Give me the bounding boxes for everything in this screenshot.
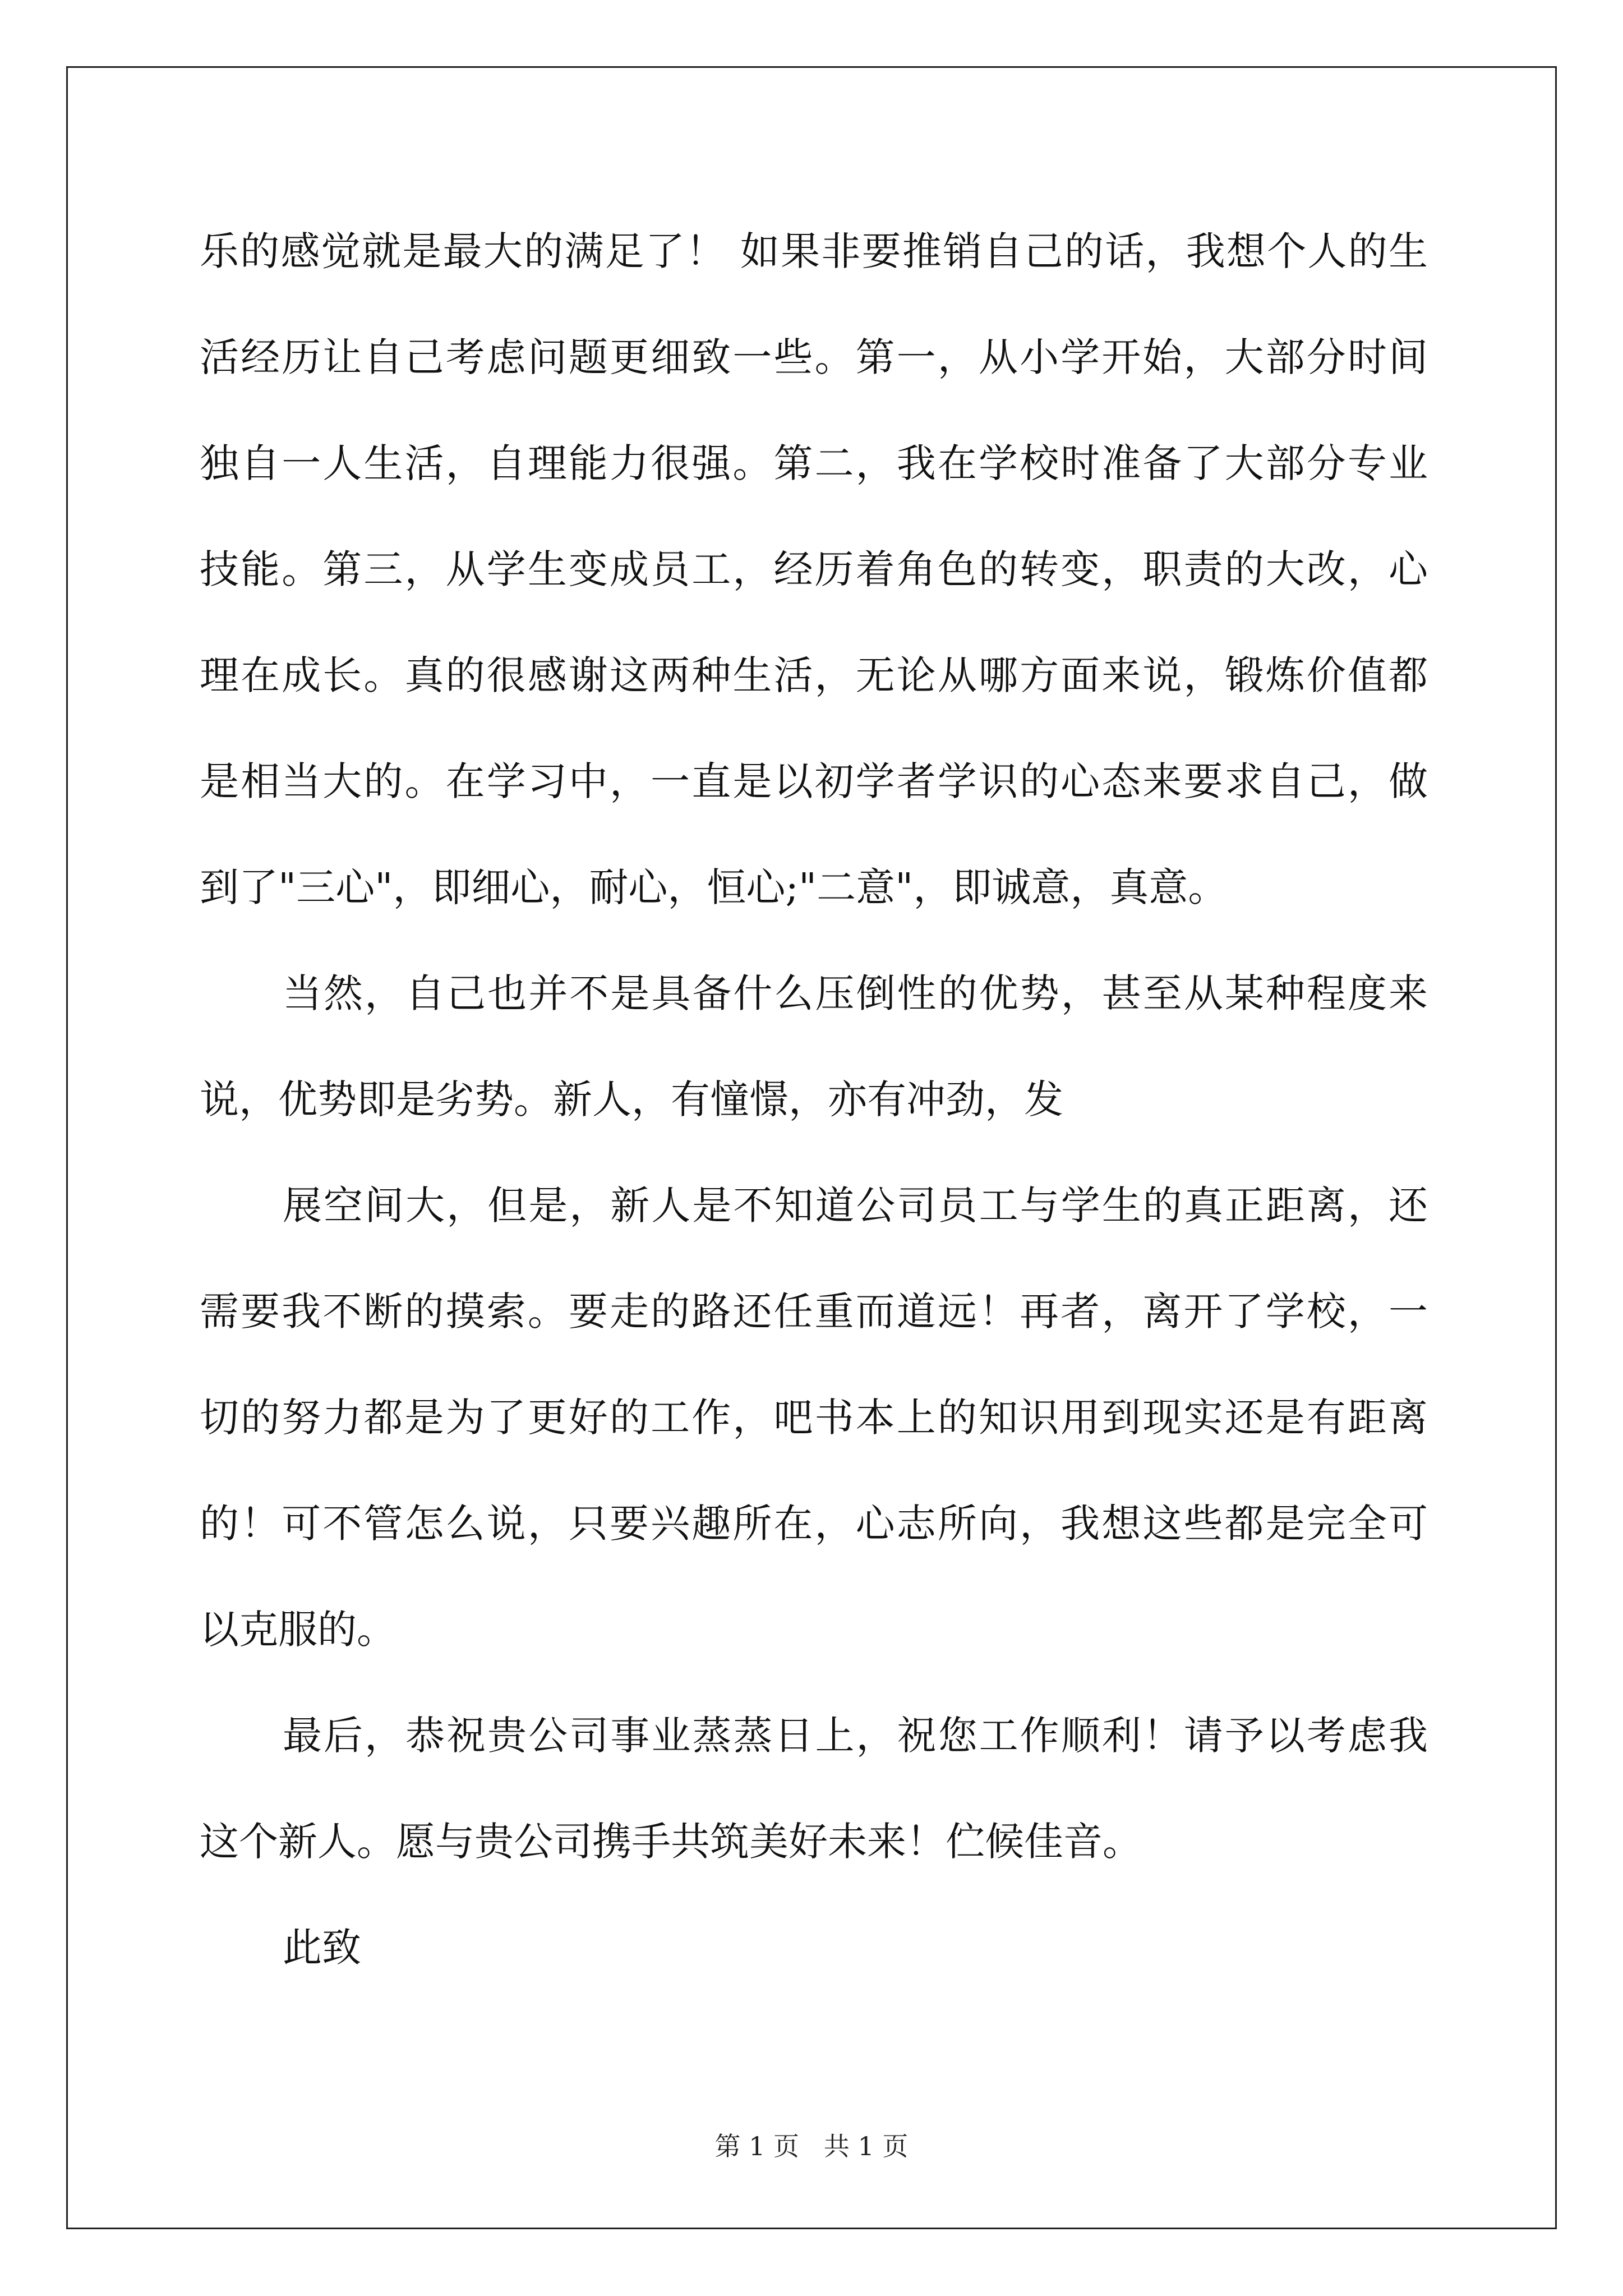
body-line-9: 说，优势即是劣势。新人，有憧憬，亦有冲劲，发	[200, 1076, 1063, 1122]
body-line-12: 切的努力都是为了更好的工作，吧书本上的知识用到现实还是有距离	[200, 1395, 1428, 1441]
body-line-6: 是相当大的。在学习中，一直是以初学者学识的心态来要求自己，做	[200, 758, 1428, 804]
body-line-13: 的！可不管怎么说，只要兴趣所在，心志所向，我想这些都是完全可	[200, 1501, 1428, 1547]
body-line-7: 到了"三心"，即细心，耐心，恒心;"二意"，即诚意，真意。	[200, 864, 1228, 910]
body-line-11: 需要我不断的摸索。要走的路还任重而道远！再者，离开了学校，一	[200, 1289, 1428, 1335]
body-line-15: 最后，恭祝贵公司事业蒸蒸日上，祝您工作顺利！请予以考虑我	[283, 1713, 1428, 1759]
body-line-3: 独自一人生活，自理能力很强。第二，我在学校时准备了大部分专业	[200, 440, 1428, 486]
body-line-4: 技能。第三，从学生变成员工，经历着角色的转变，职责的大改，心	[200, 546, 1428, 592]
body-line-10: 展空间大，但是，新人是不知道公司员工与学生的真正距离，还	[283, 1182, 1428, 1228]
body-line-14: 以克服的。	[200, 1607, 396, 1653]
body-line-16: 这个新人。愿与贵公司携手共筑美好未来！伫候佳音。	[200, 1819, 1142, 1865]
page-number-footer: 第 1 页 共 1 页	[714, 2131, 909, 2161]
closing-line: 此致	[283, 1925, 361, 1971]
body-line-5: 理在成长。真的很感谢这两种生活，无论从哪方面来说，锻炼价值都	[200, 652, 1428, 698]
body-line-8: 当然，自己也并不是具备什么压倒性的优势，甚至从某种程度来	[283, 970, 1428, 1016]
body-line-1: 乐的感觉就是最大的满足了！ 如果非要推销自己的话，我想个人的生	[200, 228, 1428, 274]
page-border	[66, 66, 1557, 2229]
body-line-2: 活经历让自己考虑问题更细致一些。第一，从小学开始，大部分时间	[200, 334, 1428, 380]
